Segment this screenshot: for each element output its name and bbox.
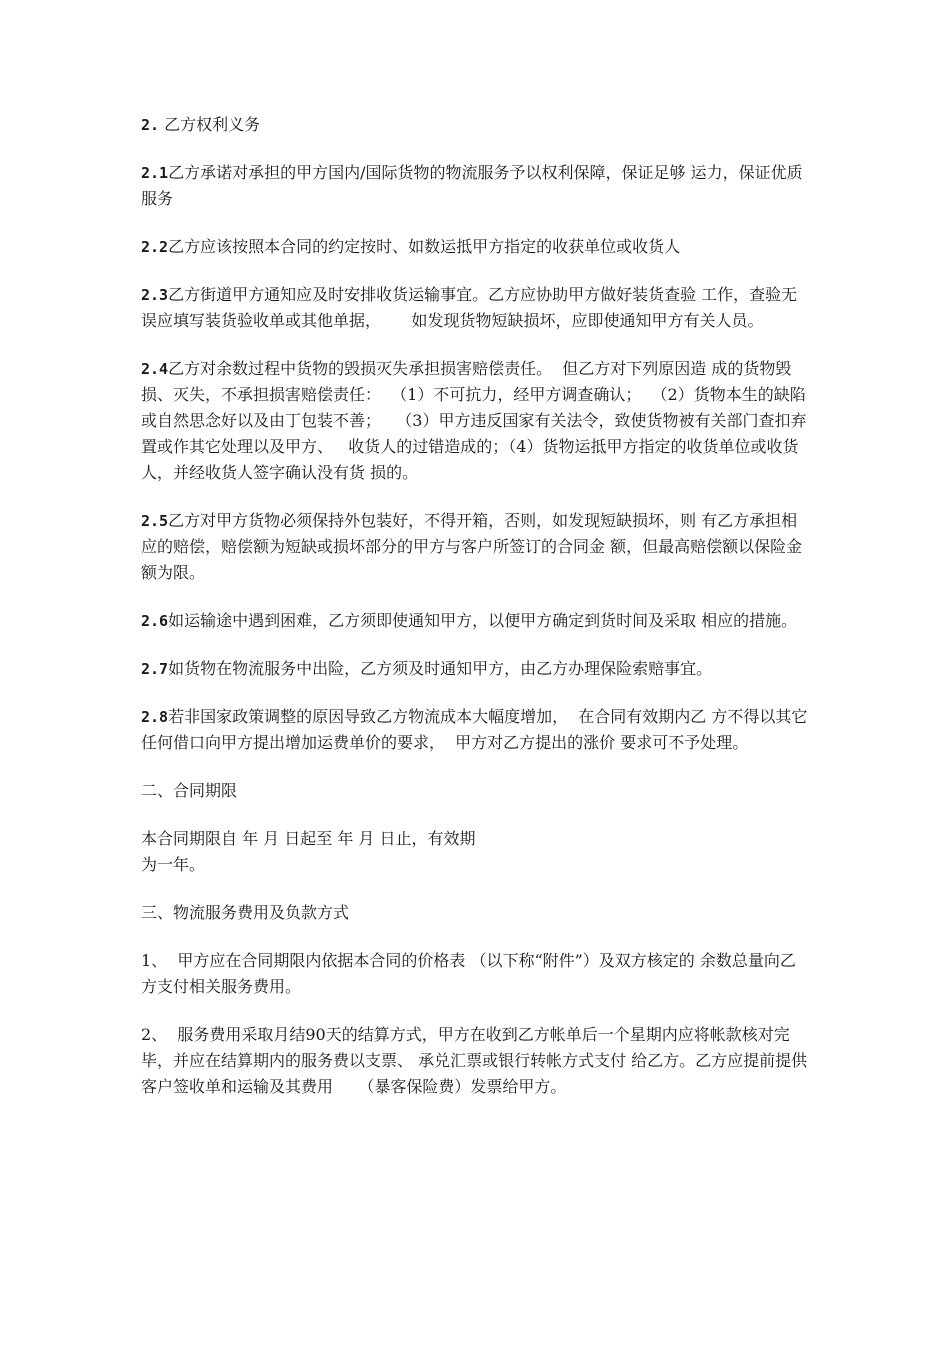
clause-text: 乙方对余数过程中货物的毁损灭失承担损害赔偿责任。 但乙方对下列原因造 成的货物毁损、灭失，不承担损害赔偿责任： （1）不可抗力，经甲方调查确认； （2）货物本生的缺陷或自然思念好以及由丁包装不善； （3）甲方违反国家有关法令，致使货物被有关部门查扣弃置或作其它处理以及甲方、 收货人的过错造成的；（4）货物运抵甲方指定的收货单位或收货人，并经收货人签字确认没有货 损的。 bbox=[141, 359, 807, 482]
clause-text: 乙方街道甲方通知应及时安排收货运输事宜。乙方应协助甲方做好装货查验 工作，查验无误应填写装货验收单或其他单据， 如发现货物短缺损坏，应即使通知甲方有关人员。 bbox=[141, 285, 798, 330]
clause-2-5 bbox=[141, 508, 809, 586]
section-2-heading bbox=[141, 112, 809, 138]
clause-2-4 bbox=[141, 356, 809, 486]
clause-text: 乙方承诺对承担的甲方国内/国际货物的物流服务予以权利保障，保证足够 运力，保证优质服务 bbox=[141, 163, 803, 208]
clause-text: 乙方对甲方货物必须保持外包装好，不得开箱，否则，如发现短缺损坏，则 有乙方承担相应的赔偿，赔偿额为短缺或损坏部分的甲方与客户所签订的合同金 额，但最高赔偿额以保险金额为限。 bbox=[141, 511, 803, 582]
fee-item-text: 甲方应在合同期限内依据本合同的价格表 （以下称“附件”）及双方核定的 余数总量向乙方支付相关服务费用。 bbox=[141, 951, 796, 996]
clause-number: 2.4 bbox=[141, 360, 169, 378]
clause-number: 2.7 bbox=[141, 660, 169, 678]
section-2-title: 乙方权利义务 bbox=[159, 115, 261, 134]
contract-period-body: 本合同期限自 年 月 日起至 年 月 日止，有效期 为一年。 bbox=[141, 829, 476, 874]
clause-number: 2.1 bbox=[141, 164, 169, 182]
document-page bbox=[141, 112, 809, 1122]
fee-item-text: 服务费用采取月结90天的结算方式，甲方在收到乙方帐单后一个星期内应将帐款核对完毕，并应在结算期内的服务费以支票、 承兑汇票或银行转帐方式支付 给乙方。乙方应提前提供客户签收单和运输及其费用 （暴客保险费）发票给甲方。 bbox=[141, 1025, 808, 1096]
clause-2-6 bbox=[141, 608, 809, 634]
fee-payment-heading: 三、物流服务费用及负款方式 bbox=[141, 903, 350, 922]
clause-2-1 bbox=[141, 160, 809, 212]
clause-text: 如运输途中遇到困难，乙方须即使通知甲方，以便甲方确定到货时间及采取 相应的措施。 bbox=[168, 611, 798, 630]
clause-text: 如货物在物流服务中出险，乙方须及时通知甲方，由乙方办理保险索赔事宜。 bbox=[168, 659, 713, 678]
fee-item-2 bbox=[141, 1022, 809, 1100]
fee-item-1 bbox=[141, 948, 809, 1000]
clause-2-8 bbox=[141, 704, 809, 756]
fee-item-number: 1、 bbox=[141, 951, 168, 970]
section-2-number: 2. bbox=[141, 116, 160, 134]
clause-number: 2.5 bbox=[141, 512, 169, 530]
clause-text: 若非国家政策调整的原因导致乙方物流成本大幅度增加， 在合同有效期内乙 方不得以其它任何借口向甲方提出增加运费单价的要求， 甲方对乙方提出的涨价 要求可不予处理。 bbox=[141, 707, 808, 752]
clause-text: 乙方应该按照本合同的约定按时、如数运抵甲方指定的收获单位或收货人 bbox=[168, 237, 681, 256]
fee-item-number: 2、 bbox=[141, 1025, 168, 1044]
clause-number: 2.2 bbox=[141, 238, 169, 256]
clause-number: 2.8 bbox=[141, 708, 169, 726]
clause-number: 2.6 bbox=[141, 612, 169, 630]
clause-number: 2.3 bbox=[141, 286, 169, 304]
contract-period-heading: 二、合同期限 bbox=[141, 781, 238, 800]
clause-2-3 bbox=[141, 282, 809, 334]
clause-2-2 bbox=[141, 234, 809, 260]
clause-2-7 bbox=[141, 656, 809, 682]
